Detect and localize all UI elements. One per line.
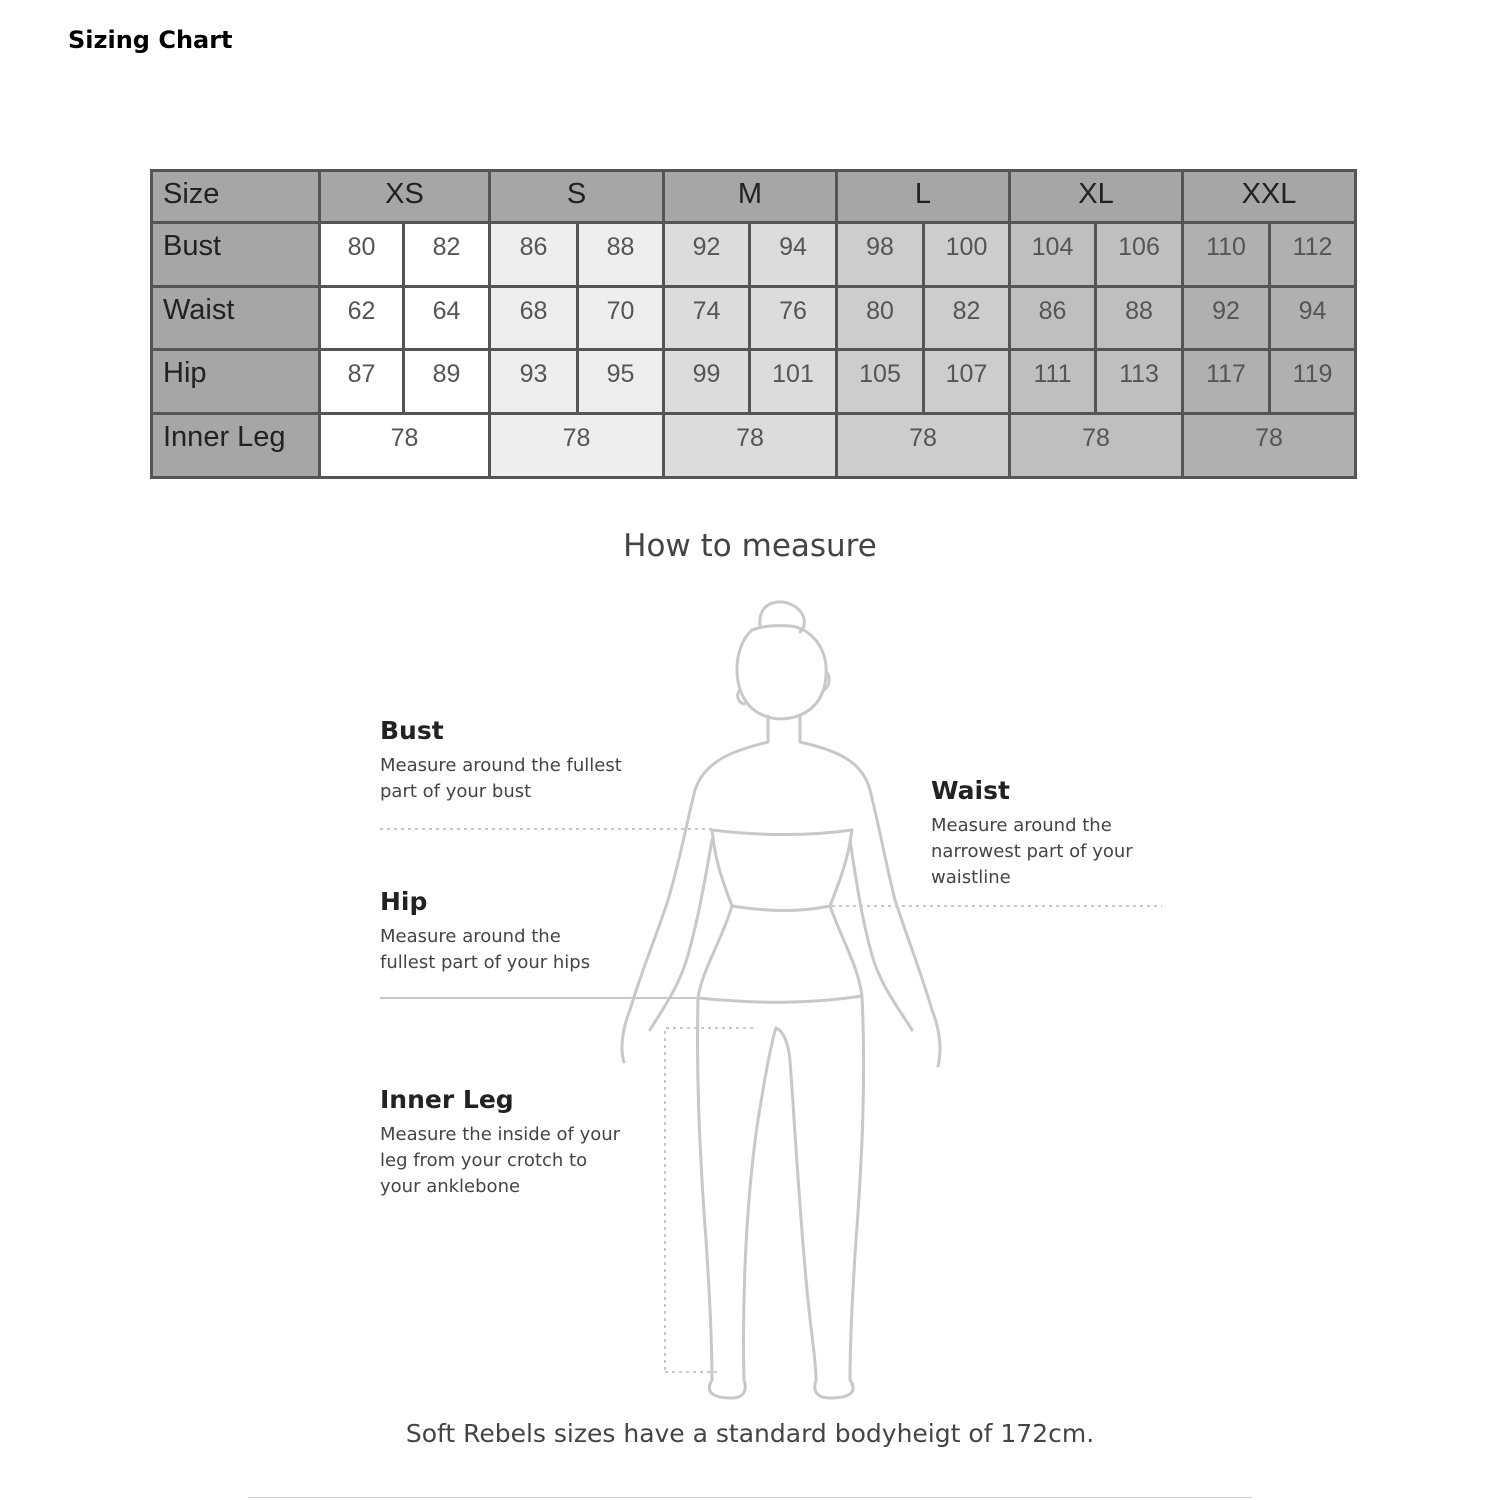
table-cell: 89: [404, 350, 490, 414]
inner-leg-heading: Inner Leg: [380, 1085, 514, 1114]
table-cell: 95: [578, 350, 664, 414]
hip-heading: Hip: [380, 887, 428, 916]
table-cell: 107: [924, 350, 1010, 414]
footnote: Soft Rebels sizes have a standard bodyheigt of 172cm.: [405, 1419, 1095, 1448]
table-cell: 86: [1010, 287, 1096, 350]
table-cell: 117: [1183, 350, 1270, 414]
table-cell: 92: [1183, 287, 1270, 350]
size-header-xxl: XXL: [1183, 171, 1356, 223]
page-title: Sizing Chart: [68, 26, 233, 54]
table-cell: 82: [404, 223, 490, 287]
row-label-inner-leg: Inner Leg: [152, 414, 320, 478]
bust-heading: Bust: [380, 716, 444, 745]
table-cell: 70: [578, 287, 664, 350]
hip-instruction: [380, 887, 590, 976]
table-cell: 62: [320, 287, 404, 350]
table-cell: 76: [750, 287, 837, 350]
row-label-bust: Bust: [152, 223, 320, 287]
body-outline: [622, 602, 940, 1398]
table-cell: 104: [1010, 223, 1096, 287]
hip-description: Measure around the fullest part of your hips: [380, 926, 591, 973]
table-cell: 111: [1010, 350, 1096, 414]
bust-description: Measure around the fullest part of your bust: [380, 755, 622, 802]
how-to-measure-title: How to measure: [623, 528, 877, 564]
bottom-divider: [248, 1497, 1252, 1498]
table-cell: 78: [1183, 414, 1356, 478]
table-cell: 78: [320, 414, 490, 478]
table-cell: 93: [490, 350, 578, 414]
table-cell: 64: [404, 287, 490, 350]
table-cell: 82: [924, 287, 1010, 350]
table-cell: 98: [837, 223, 924, 287]
size-header-xs: XS: [320, 171, 490, 223]
bust-instruction: [380, 716, 622, 805]
row-label-waist: Waist: [152, 287, 320, 350]
table-cell: 74: [664, 287, 750, 350]
size-corner-label: Size: [152, 171, 320, 223]
table-cell: 119: [1270, 350, 1356, 414]
table-cell: 78: [490, 414, 664, 478]
waist-description: Measure around the narrowest part of your waistline: [931, 815, 1133, 888]
table-cell: 94: [750, 223, 837, 287]
table-cell: 112: [1270, 223, 1356, 287]
row-label-hip: Hip: [152, 350, 320, 414]
table-cell: 100: [924, 223, 1010, 287]
table-cell: 80: [320, 223, 404, 287]
table-cell: 86: [490, 223, 578, 287]
table-cell: 78: [837, 414, 1010, 478]
inner-leg-description: Measure the inside of your leg from your crotch to your anklebone: [380, 1124, 621, 1197]
size-header-m: M: [664, 171, 837, 223]
size-header-xl: XL: [1010, 171, 1183, 223]
table-cell: 101: [750, 350, 837, 414]
size-header-s: S: [490, 171, 664, 223]
table-cell: 80: [837, 287, 924, 350]
table-cell: 87: [320, 350, 404, 414]
table-cell: 106: [1096, 223, 1183, 287]
table-cell: 110: [1183, 223, 1270, 287]
table-cell: 68: [490, 287, 578, 350]
table-cell: 88: [578, 223, 664, 287]
waist-heading: Waist: [931, 776, 1010, 805]
table-cell: 88: [1096, 287, 1183, 350]
table-cell: 99: [664, 350, 750, 414]
size-header-l: L: [837, 171, 1010, 223]
table-cell: 78: [1010, 414, 1183, 478]
table-cell: 78: [664, 414, 837, 478]
table-cell: 113: [1096, 350, 1183, 414]
inner-leg-instruction: [380, 1085, 620, 1200]
waist-instruction: [931, 776, 1133, 891]
table-cell: 105: [837, 350, 924, 414]
table-cell: 94: [1270, 287, 1356, 350]
table-cell: 92: [664, 223, 750, 287]
